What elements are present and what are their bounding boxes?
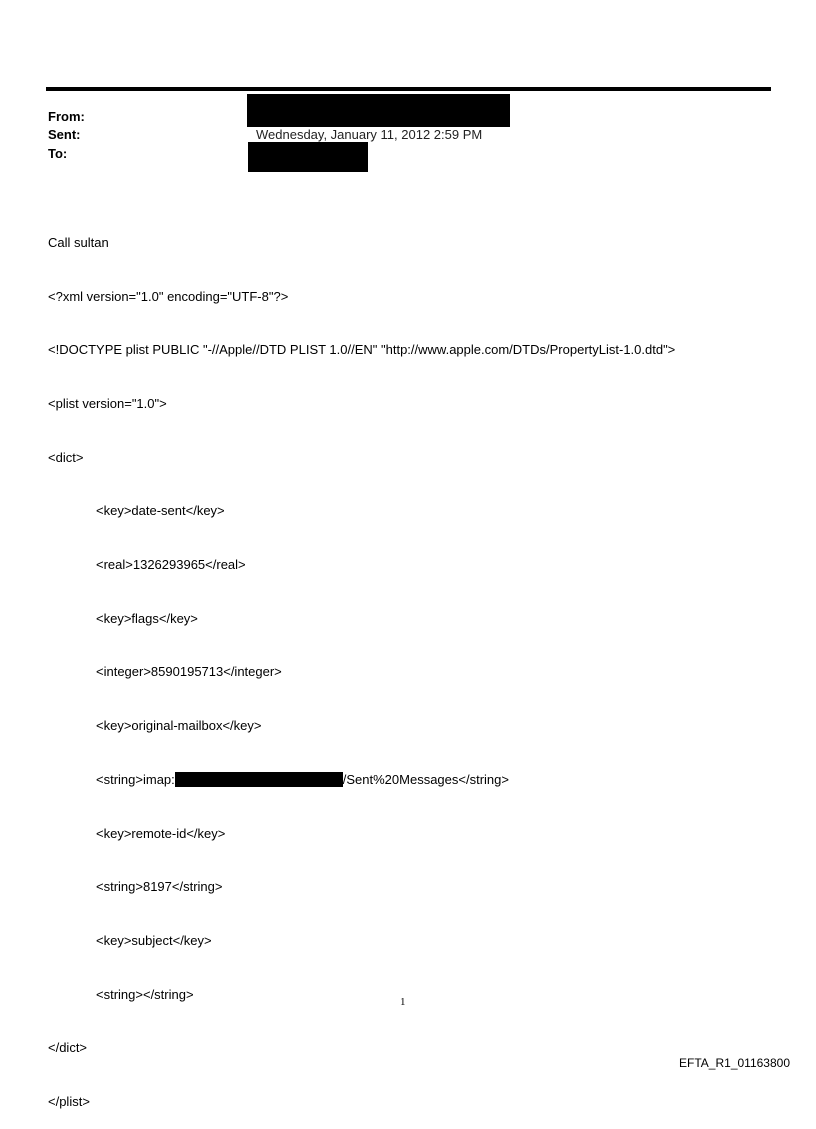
body-line-text: <key>original-mailbox</key>: [96, 718, 262, 734]
body-line-indented: [48, 663, 788, 681]
body-line-text: <key>date-sent</key>: [96, 503, 225, 519]
body-line-text: <string></string>: [96, 986, 194, 1002]
body-line: <?xml version="1.0" encoding="UTF-8"?>: [48, 288, 289, 304]
sent-value: Wednesday, January 11, 2012 2:59 PM: [256, 127, 483, 142]
body-line: <plist version="1.0">: [48, 395, 167, 411]
body-line-text: <string>imap:: [96, 771, 175, 787]
message-body: [48, 198, 788, 1129]
body-line: <dict>: [48, 449, 84, 465]
body-line-text: <real>1326293965</real>: [96, 557, 246, 573]
body-line-indented: [48, 878, 788, 896]
to-label: To:: [48, 146, 68, 161]
body-line-indented: [48, 610, 788, 628]
body-line-indented: [48, 825, 788, 843]
body-line-indented: [48, 771, 788, 789]
body-line: Call sultan: [48, 234, 109, 250]
body-line-text: /Sent%20Messages</string>: [342, 771, 509, 787]
body-line-text: <key>flags</key>: [96, 610, 198, 626]
imap-redaction: [175, 772, 343, 787]
page-number: 1: [400, 996, 406, 1008]
document-id: EFTA_R1_01163800: [679, 1056, 790, 1070]
body-line-indented: [48, 502, 788, 520]
header-rule: [46, 87, 771, 91]
sent-label: Sent:: [48, 127, 81, 142]
body-line-text: <key>subject</key>: [96, 932, 212, 948]
body-line-indented: [48, 556, 788, 574]
body-line-text: <key>remote-id</key>: [96, 825, 226, 841]
to-redaction: [248, 142, 368, 172]
body-line-indented: [48, 932, 788, 950]
body-line: </dict>: [48, 1040, 88, 1056]
body-line: </plist>: [48, 1094, 90, 1110]
body-line-text: <string>8197</string>: [96, 879, 223, 895]
from-redaction: [247, 94, 510, 127]
body-line: <!DOCTYPE plist PUBLIC "-//Apple//DTD PLIST 1.0//EN" "http://www.apple.com/DTDs/PropertyList-1.0.dtd">: [48, 342, 676, 358]
body-line-indented: [48, 717, 788, 735]
body-line-text: <integer>8590195713</integer>: [96, 664, 282, 680]
body-line-indented: [48, 986, 788, 1004]
from-label: From:: [48, 109, 85, 124]
